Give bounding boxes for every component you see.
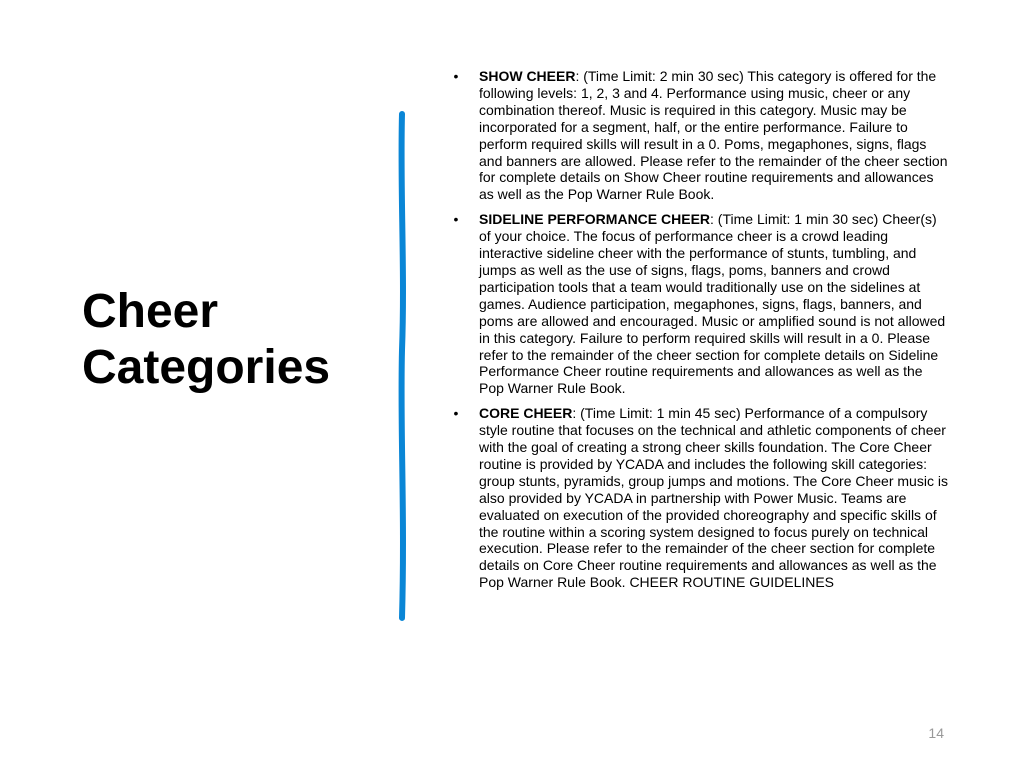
bullet-icon: • [453,68,459,84]
item-body: : (Time Limit: 1 min 45 sec) Performance of a compulsory style routine that focuses on the technical and athletic components of cheer with the goal of creating a strong cheer skills foundation. The Core Cheer routine is provided by YCADA and includes the following skill categories: group stunts, pyramids, group jumps and motions. The Core Cheer music is also provided by YCADA in partnership with Power Music. Teams are evaluated on execution of the provided choreography and specific skills of the routine within a scoring system designed to focus purely on technical execution. Please refer to the remainder of the cheer section for complete details on Core Cheer routine requirements and allowances as well as the Pop Warner Rule Book. CHEER ROUTINE GUIDELINES [479,405,948,591]
slide-title [82,284,382,396]
item-body: : (Time Limit: 1 min 30 sec) Cheer(s) of your choice. The focus of performance cheer is a crowd leading interactive sideline cheer with the performance of stunts, tumbling, and jumps as well as the use of signs, flags, poms, banners and crowd participation tools that a team would traditionally use on the sidelines at games. Audience participation, megaphones, signs, flags, banners, and poms are allowed and encouraged. Music or amplified sound is not allowed in this category. Failure to perform required skills will result in a 0. Please refer to the remainder of the cheer section for complete details on Sideline Performance Cheer routine requirements and allowances as well as the Pop Warner Rule Book. [479,211,946,397]
divider-stroke [402,114,403,618]
list-item-core-cheer [451,405,951,591]
list-item-sideline-performance-cheer [451,211,951,397]
item-heading: SIDELINE PERFORMANCE CHEER [479,211,711,228]
bullet-icon: • [453,211,459,228]
bullet-icon: • [453,405,459,422]
vertical-divider [392,110,412,622]
title-line-1: Cheer [82,285,219,338]
item-heading: CORE CHEER [479,405,573,422]
item-body: : (Time Limit: 2 min 30 sec) This category is offered for the following levels: 1, 2, 3 and 4. Performance using music, cheer or any combination thereof. Music is required in this category. Music may be incorporated for a segment, half, or the entire performance. Failure to perform required skills will result in a 0. Poms, megaphones, signs, flags and banners are allowed. Please refer to the remainder of the cheer section for complete details on Show Cheer routine requirements and allowances as well as the Pop Warner Rule Book. [479,68,948,203]
list-item-show-cheer [451,68,951,203]
page-number: 14 [928,725,944,741]
title-line-2: Categories [82,341,331,394]
category-list [451,68,951,599]
item-heading: SHOW CHEER [479,68,576,84]
